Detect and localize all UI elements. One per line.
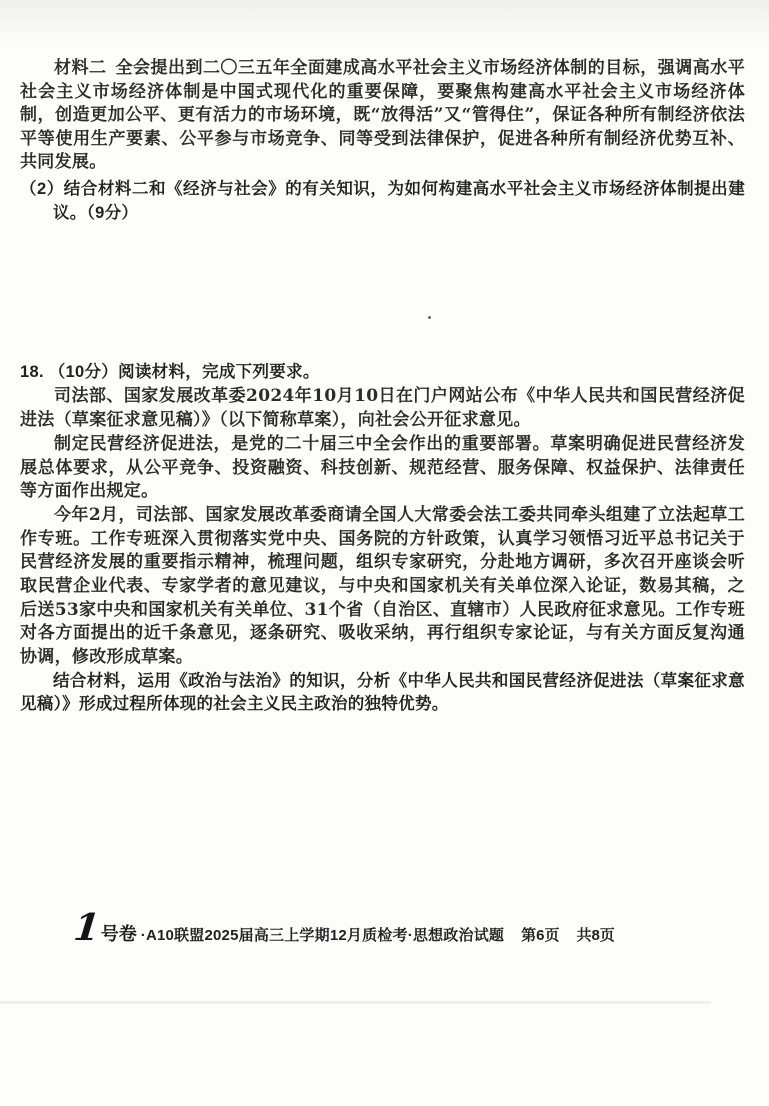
question-18-header: 18. （10分）阅读材料，完成下列要求。 xyxy=(20,363,320,382)
page-footer xyxy=(71,905,615,949)
material-2-text: 全会提出到二〇三五年全面建成高水平社会主义市场经济体制的目标，强调高水平社会主义市场经济体制是中国式现代化的重要保障，要聚焦构建高水平社会主义市场经济体制，创造更加公平、更有活力的市场环境，既“放得活”又“管得住”，保证各种所有制经济依法平等使用生产要素、公平参与市场竞争、同等受到法律保护，促进各种所有制经济优势互补、共同发展。 xyxy=(20,58,745,173)
scan-top-shading xyxy=(0,0,769,52)
footer-total-pages: 共8页 xyxy=(576,927,615,944)
question-18-paragraph-1: 司法部、国家发展改革委2024年10月10日在门户网站公布《中华人民共和国民营经济促进法（草案征求意见稿）》（以下简称草案），向社会公开征求意见。 xyxy=(20,386,745,430)
question-18-paragraph-2: 制定民营经济促进法，是党的二十届三中全会作出的重要部署。草案明确促进民营经济发展总体要求，从公平竞争、投资融资、科技创新、规范经营、服务保障、权益保护、法律责任等方面作出规定。 xyxy=(20,433,745,502)
ink-speck-artifact xyxy=(428,316,431,319)
question-18-paragraph-3: 今年2月，司法部、国家发展改革委商请全国人大常委会法工委共同牵头组建了立法起草工作专班。工作专班深入贯彻落实党中央、国务院的方针政策，认真学习领悟习近平总书记关于民营经济发展的重要指示精神，梳理问题，组织专家研究，分赴地方调研，多次召开座谈会听取民营企业代表、专家学者的意见建议，与中央和国家机关有关单位深入论证，数易其稿，之后送53家中央和国家机关有关单位、31个省（自治区、直辖市）人民政府征求意见。工作专班对各方面提出的近千条意见，逐条研究、吸收采纳，再行组织专家论证，与有关方面反复沟通协调，修改形成草案。 xyxy=(20,505,745,667)
material-2-label: 材料二 xyxy=(54,58,107,78)
question-18-task-text: 结合材料，运用《政治与法治》的知识，分析《中华人民共和国民营经济促进法（草案征求意见稿）》形成过程所体现的社会主义民主政治的独特优势。 xyxy=(20,671,745,714)
question-2-text: （2）结合材料二和《经济与社会》的有关知识，为如何构建高水平社会主义市场经济体制提出建议。（9分） xyxy=(20,179,745,222)
material-2-paragraph xyxy=(20,57,745,175)
footer-logo-number: 1 xyxy=(71,905,103,949)
page-content xyxy=(20,57,745,717)
footer-logo-text: 号卷 xyxy=(100,924,137,945)
footer-page-number: 第6页 xyxy=(521,927,560,944)
scan-edge-line xyxy=(0,1001,711,1004)
footer-exam-title: ·A10联盟2025届高三上学期12月质检考·思想政治试题 xyxy=(140,927,505,944)
